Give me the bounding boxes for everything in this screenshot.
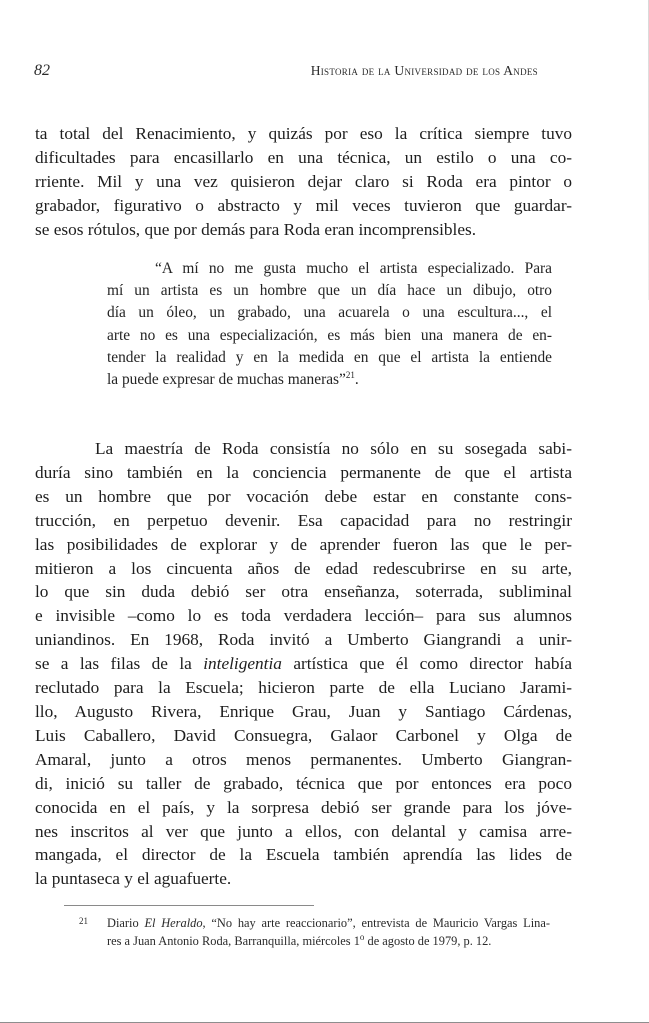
text-fragment: , “No hay arte reaccionario”, entrevista de Mauricio Vargas Lina- <box>202 916 550 930</box>
running-title: Historia de la Universidad de los Andes <box>310 63 538 78</box>
text-line: Amaral, junto a otros menos permanentes. Umberto Giangran- <box>35 749 572 769</box>
quote-line-last <box>107 369 552 391</box>
footnote-divider <box>64 905 314 906</box>
text-line: mitieron a los cincuenta años de edad redescubrirse en su arte, <box>35 558 572 578</box>
text-fragment: Diario <box>107 916 145 930</box>
text-line: uniandinos. En 1968, Roda invitó a Umberto Giangrandi a unir- <box>35 630 572 650</box>
text-line: es un hombre que por vocación debe estar en constante cons- <box>35 486 572 506</box>
quote-line: “A mí no me gusta mucho el artista especializado. Para <box>155 260 552 277</box>
quote-line: tender la realidad y en la medida en que el artista la entiende <box>107 348 552 366</box>
text-line: trucción, en perpetuo devenir. Esa capacidad para no restringir <box>35 510 572 530</box>
text-line: di, inició su taller de grabado, técnica que por entonces era poco <box>35 773 572 793</box>
footnote-reference[interactable]: 21 <box>345 369 355 380</box>
quote-text: la puede expresar de muchas maneras” <box>107 371 346 389</box>
text-line: conocida en el país, y la sorpresa debió ser grande para los jóve- <box>35 797 572 817</box>
text-line: rriente. Mil y una vez quisieron dejar claro si Roda era pintor o <box>35 171 572 191</box>
quote-end-punctuation: . <box>354 371 359 389</box>
text-line: la puntaseca y el aguafuerte. <box>35 869 232 889</box>
italic-term: inteligentia <box>203 654 282 674</box>
quote-line: mí un artista es un hombre que un día hace un dibujo, otro <box>107 282 552 300</box>
quote-line: día un óleo, un grabado, una acuarela o una escultura..., el <box>107 304 552 322</box>
text-line: e invisible –como lo es toda verdadera lección– para sus alumnos <box>35 606 572 626</box>
block-quote <box>107 258 552 391</box>
publication-title: El Heraldo <box>144 916 203 930</box>
text-line: dificultades para encasillarlo en una técnica, un estilo o una co- <box>35 147 572 167</box>
running-header <box>34 62 538 82</box>
quote-line: arte no es una especialización, es más bien una manera de en- <box>107 326 552 344</box>
text-line: se esos rótulos, que por demás para Roda eran incomprensibles. <box>35 219 477 239</box>
text-line: nes inscritos al ver que junto a ellos, con delantal y camisa arre- <box>35 821 572 841</box>
footnote-number: 21 <box>79 916 88 926</box>
page-number: 82 <box>34 62 50 79</box>
text-fragment: se a las filas de la <box>35 654 204 674</box>
text-fragment: de agosto de 1979, p. 12. <box>364 933 492 948</box>
footnote-line <box>107 933 550 951</box>
text-line: Luis Caballero, David Consuegra, Galaor Carbonel y Olga de <box>35 725 572 745</box>
text-line: La maestría de Roda consistía no sólo en su sosegada sabi- <box>95 439 572 458</box>
text-line: ta total del Renacimiento, y quizás por eso la crítica siempre tuvo <box>35 124 572 143</box>
text-line-italic-term <box>35 652 572 676</box>
text-line: las posibilidades de explorar y de aprender fueron las que le per- <box>35 534 572 554</box>
footnote-line <box>107 915 550 933</box>
text-line: lo que sin duda debió ser otra enseñanza, soterrada, subliminal <box>35 582 572 602</box>
footnote-21 <box>80 915 550 950</box>
paragraph-roda-mastery <box>35 437 572 891</box>
text-line: grabador, figurativo o abstracto y mil veces tuvieron que guardar- <box>35 195 572 215</box>
text-line: duría sino también en la conciencia permanente de que el artista <box>35 462 572 482</box>
ordinal-mark: o <box>359 931 365 942</box>
text-fragment: artística que él como director había <box>281 654 572 674</box>
text-fragment: res a Juan Antonio Roda, Barranquilla, miércoles 1 <box>107 933 360 948</box>
text-line: llo, Augusto Rivera, Enrique Grau, Juan y Santiago Cárdenas, <box>35 701 572 721</box>
paragraph-continued <box>35 122 572 242</box>
text-line: mangada, el director de la Escuela también aprendía las lides de <box>35 845 572 865</box>
text-line: reclutado para la Escuela; hicieron parte de ella Luciano Jarami- <box>35 678 572 698</box>
